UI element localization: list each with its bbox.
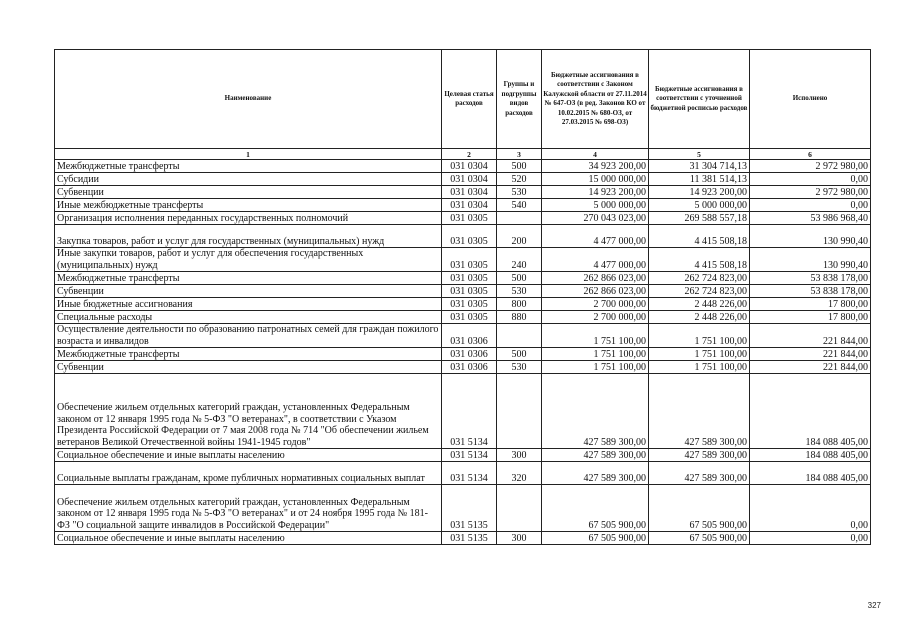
- row-group-code: [497, 485, 542, 532]
- row-budget-law: 67 505 900,00: [542, 485, 649, 532]
- row-executed: 2 972 980,00: [750, 160, 871, 173]
- row-target-code: 031 5135: [442, 485, 497, 532]
- row-group-code: 300: [497, 532, 542, 545]
- table-row: [55, 532, 871, 545]
- table-row: [55, 248, 871, 272]
- row-executed: 130 990,40: [750, 248, 871, 272]
- row-budget-revised: 427 589 300,00: [649, 449, 750, 462]
- row-budget-revised: 262 724 823,00: [649, 272, 750, 285]
- row-executed: 184 088 405,00: [750, 374, 871, 449]
- row-target-code: 031 0305: [442, 311, 497, 324]
- row-budget-revised: 31 304 714,13: [649, 160, 750, 173]
- table-row: [55, 199, 871, 212]
- row-budget-revised: 427 589 300,00: [649, 374, 750, 449]
- row-executed: 53 986 968,40: [750, 212, 871, 225]
- header-budget-law: Бюджетные ассигнования в соответствии с Законом Калужской области от 27.11.2014 № 647-ОЗ (в ред. Законов КО от 10.02.2015 № 680-ОЗ, от 27.03.2015 № 698-ОЗ): [542, 50, 649, 149]
- row-group-code: 530: [497, 186, 542, 199]
- row-name: Субвенции: [55, 361, 442, 374]
- row-name: Социальные выплаты гражданам, кроме публичных нормативных социальных выплат: [55, 462, 442, 485]
- col-number: 5: [649, 149, 750, 160]
- col-number: 3: [497, 149, 542, 160]
- table-row: [55, 212, 871, 225]
- table-row: [55, 462, 871, 485]
- row-target-code: 031 0304: [442, 160, 497, 173]
- row-name: Социальное обеспечение и иные выплаты населению: [55, 532, 442, 545]
- row-name: Субвенции: [55, 285, 442, 298]
- row-budget-revised: 14 923 200,00: [649, 186, 750, 199]
- row-executed: 184 088 405,00: [750, 462, 871, 485]
- row-group-code: 500: [497, 272, 542, 285]
- row-name: Иные закупки товаров, работ и услуг для обеспечения государственных (муниципальных) нужд: [55, 248, 442, 272]
- row-executed: 221 844,00: [750, 324, 871, 348]
- row-target-code: 031 0306: [442, 348, 497, 361]
- table-row: [55, 272, 871, 285]
- row-budget-law: 4 477 000,00: [542, 248, 649, 272]
- table-row: [55, 285, 871, 298]
- row-budget-revised: 1 751 100,00: [649, 324, 750, 348]
- row-group-code: 540: [497, 199, 542, 212]
- row-target-code: 031 5134: [442, 449, 497, 462]
- row-group-code: 240: [497, 248, 542, 272]
- row-budget-revised: 2 448 226,00: [649, 311, 750, 324]
- row-target-code: 031 0305: [442, 298, 497, 311]
- row-executed: 0,00: [750, 532, 871, 545]
- budget-table: [54, 49, 871, 545]
- row-name: Иные бюджетные ассигнования: [55, 298, 442, 311]
- row-executed: 221 844,00: [750, 348, 871, 361]
- row-executed: 17 800,00: [750, 298, 871, 311]
- row-group-code: 880: [497, 311, 542, 324]
- header-groups: Группы и подгруппы видов расходов: [497, 50, 542, 149]
- row-budget-law: 14 923 200,00: [542, 186, 649, 199]
- table-row: [55, 361, 871, 374]
- row-budget-law: 1 751 100,00: [542, 324, 649, 348]
- row-target-code: 031 0305: [442, 225, 497, 248]
- table-header-row: [55, 50, 871, 149]
- table-row: [55, 485, 871, 532]
- row-name: Субвенции: [55, 186, 442, 199]
- row-executed: 53 838 178,00: [750, 285, 871, 298]
- row-budget-revised: 2 448 226,00: [649, 298, 750, 311]
- table-row: [55, 173, 871, 186]
- row-name: Межбюджетные трансферты: [55, 272, 442, 285]
- row-target-code: 031 5134: [442, 374, 497, 449]
- row-name: Обеспечение жильем отдельных категорий граждан, установленных Федеральным законом от 12 января 1995 года № 5-ФЗ "О ветеранах", в соответствии с Указом Президента Российской Федерации от 7 мая 2008 года № 714 "Об обеспечении жильем ветеранов Великой Отечественной войны 1941-1945 годов": [55, 374, 442, 449]
- row-budget-law: 34 923 200,00: [542, 160, 649, 173]
- row-target-code: 031 0305: [442, 272, 497, 285]
- row-group-code: [497, 324, 542, 348]
- row-group-code: 800: [497, 298, 542, 311]
- header-target: Целевая статья расходов: [442, 50, 497, 149]
- row-budget-law: 5 000 000,00: [542, 199, 649, 212]
- col-number: 1: [55, 149, 442, 160]
- row-executed: 184 088 405,00: [750, 449, 871, 462]
- row-budget-revised: 4 415 508,18: [649, 225, 750, 248]
- table-row: [55, 160, 871, 173]
- row-name: Межбюджетные трансферты: [55, 348, 442, 361]
- row-executed: 53 838 178,00: [750, 272, 871, 285]
- row-name: Организация исполнения переданных государственных полномочий: [55, 212, 442, 225]
- row-budget-revised: 262 724 823,00: [649, 285, 750, 298]
- row-budget-law: 15 000 000,00: [542, 173, 649, 186]
- table-row: [55, 311, 871, 324]
- row-target-code: 031 0306: [442, 361, 497, 374]
- table-row: [55, 374, 871, 449]
- row-executed: 0,00: [750, 199, 871, 212]
- row-target-code: 031 0305: [442, 285, 497, 298]
- row-budget-law: 262 866 023,00: [542, 272, 649, 285]
- row-target-code: 031 0305: [442, 248, 497, 272]
- row-budget-law: 2 700 000,00: [542, 311, 649, 324]
- row-target-code: 031 0304: [442, 186, 497, 199]
- row-budget-law: 67 505 900,00: [542, 532, 649, 545]
- row-executed: 2 972 980,00: [750, 186, 871, 199]
- row-budget-law: 270 043 023,00: [542, 212, 649, 225]
- row-group-code: 500: [497, 348, 542, 361]
- row-group-code: [497, 212, 542, 225]
- row-group-code: [497, 374, 542, 449]
- row-target-code: 031 0304: [442, 199, 497, 212]
- row-group-code: 520: [497, 173, 542, 186]
- row-budget-revised: 427 589 300,00: [649, 462, 750, 485]
- row-budget-revised: 67 505 900,00: [649, 532, 750, 545]
- row-name: Обеспечение жильем отдельных категорий граждан, установленных Федеральным законом от 12 января 1995 года № 5-ФЗ "О ветеранах" и от 24 ноября 1995 года № 181-ФЗ "О социальной защите инвалидов в Российской Федерации": [55, 485, 442, 532]
- header-name: Наименование: [55, 50, 442, 149]
- row-budget-law: 1 751 100,00: [542, 361, 649, 374]
- row-budget-revised: 269 588 557,18: [649, 212, 750, 225]
- row-group-code: 500: [497, 160, 542, 173]
- row-budget-law: 1 751 100,00: [542, 348, 649, 361]
- row-group-code: 300: [497, 449, 542, 462]
- row-target-code: 031 0306: [442, 324, 497, 348]
- row-name: Осуществление деятельности по образованию патронатных семей для граждан пожилого возраста и инвалидов: [55, 324, 442, 348]
- row-target-code: 031 5135: [442, 532, 497, 545]
- row-budget-law: 262 866 023,00: [542, 285, 649, 298]
- page-number: 327: [867, 601, 881, 610]
- row-group-code: 320: [497, 462, 542, 485]
- row-target-code: 031 5134: [442, 462, 497, 485]
- row-budget-revised: 67 505 900,00: [649, 485, 750, 532]
- header-executed: Исполнено: [750, 50, 871, 149]
- col-number: 4: [542, 149, 649, 160]
- col-number: 6: [750, 149, 871, 160]
- row-budget-revised: 5 000 000,00: [649, 199, 750, 212]
- col-number: 2: [442, 149, 497, 160]
- row-executed: 17 800,00: [750, 311, 871, 324]
- row-executed: 0,00: [750, 485, 871, 532]
- row-budget-revised: 4 415 508,18: [649, 248, 750, 272]
- row-budget-law: 427 589 300,00: [542, 374, 649, 449]
- row-name: Субсидии: [55, 173, 442, 186]
- table-row: [55, 449, 871, 462]
- row-group-code: 200: [497, 225, 542, 248]
- table-row: [55, 324, 871, 348]
- row-name: Иные межбюджетные трансферты: [55, 199, 442, 212]
- table-row: [55, 186, 871, 199]
- table-body: [55, 160, 871, 545]
- row-budget-law: 2 700 000,00: [542, 298, 649, 311]
- row-budget-law: 427 589 300,00: [542, 462, 649, 485]
- row-group-code: 530: [497, 285, 542, 298]
- table-row: [55, 225, 871, 248]
- row-budget-law: 4 477 000,00: [542, 225, 649, 248]
- row-executed: 0,00: [750, 173, 871, 186]
- row-budget-revised: 11 381 514,13: [649, 173, 750, 186]
- table-row: [55, 298, 871, 311]
- row-budget-law: 427 589 300,00: [542, 449, 649, 462]
- row-name: Межбюджетные трансферты: [55, 160, 442, 173]
- column-number-row: [55, 149, 871, 160]
- row-name: Специальные расходы: [55, 311, 442, 324]
- row-executed: 130 990,40: [750, 225, 871, 248]
- row-budget-revised: 1 751 100,00: [649, 348, 750, 361]
- row-name: Закупка товаров, работ и услуг для государственных (муниципальных) нужд: [55, 225, 442, 248]
- row-executed: 221 844,00: [750, 361, 871, 374]
- header-budget-revised: Бюджетные ассигнования в соответствии с уточненной бюджетной росписью расходов: [649, 50, 750, 149]
- row-budget-revised: 1 751 100,00: [649, 361, 750, 374]
- row-name: Социальное обеспечение и иные выплаты населению: [55, 449, 442, 462]
- table-row: [55, 348, 871, 361]
- row-target-code: 031 0305: [442, 212, 497, 225]
- row-group-code: 530: [497, 361, 542, 374]
- row-target-code: 031 0304: [442, 173, 497, 186]
